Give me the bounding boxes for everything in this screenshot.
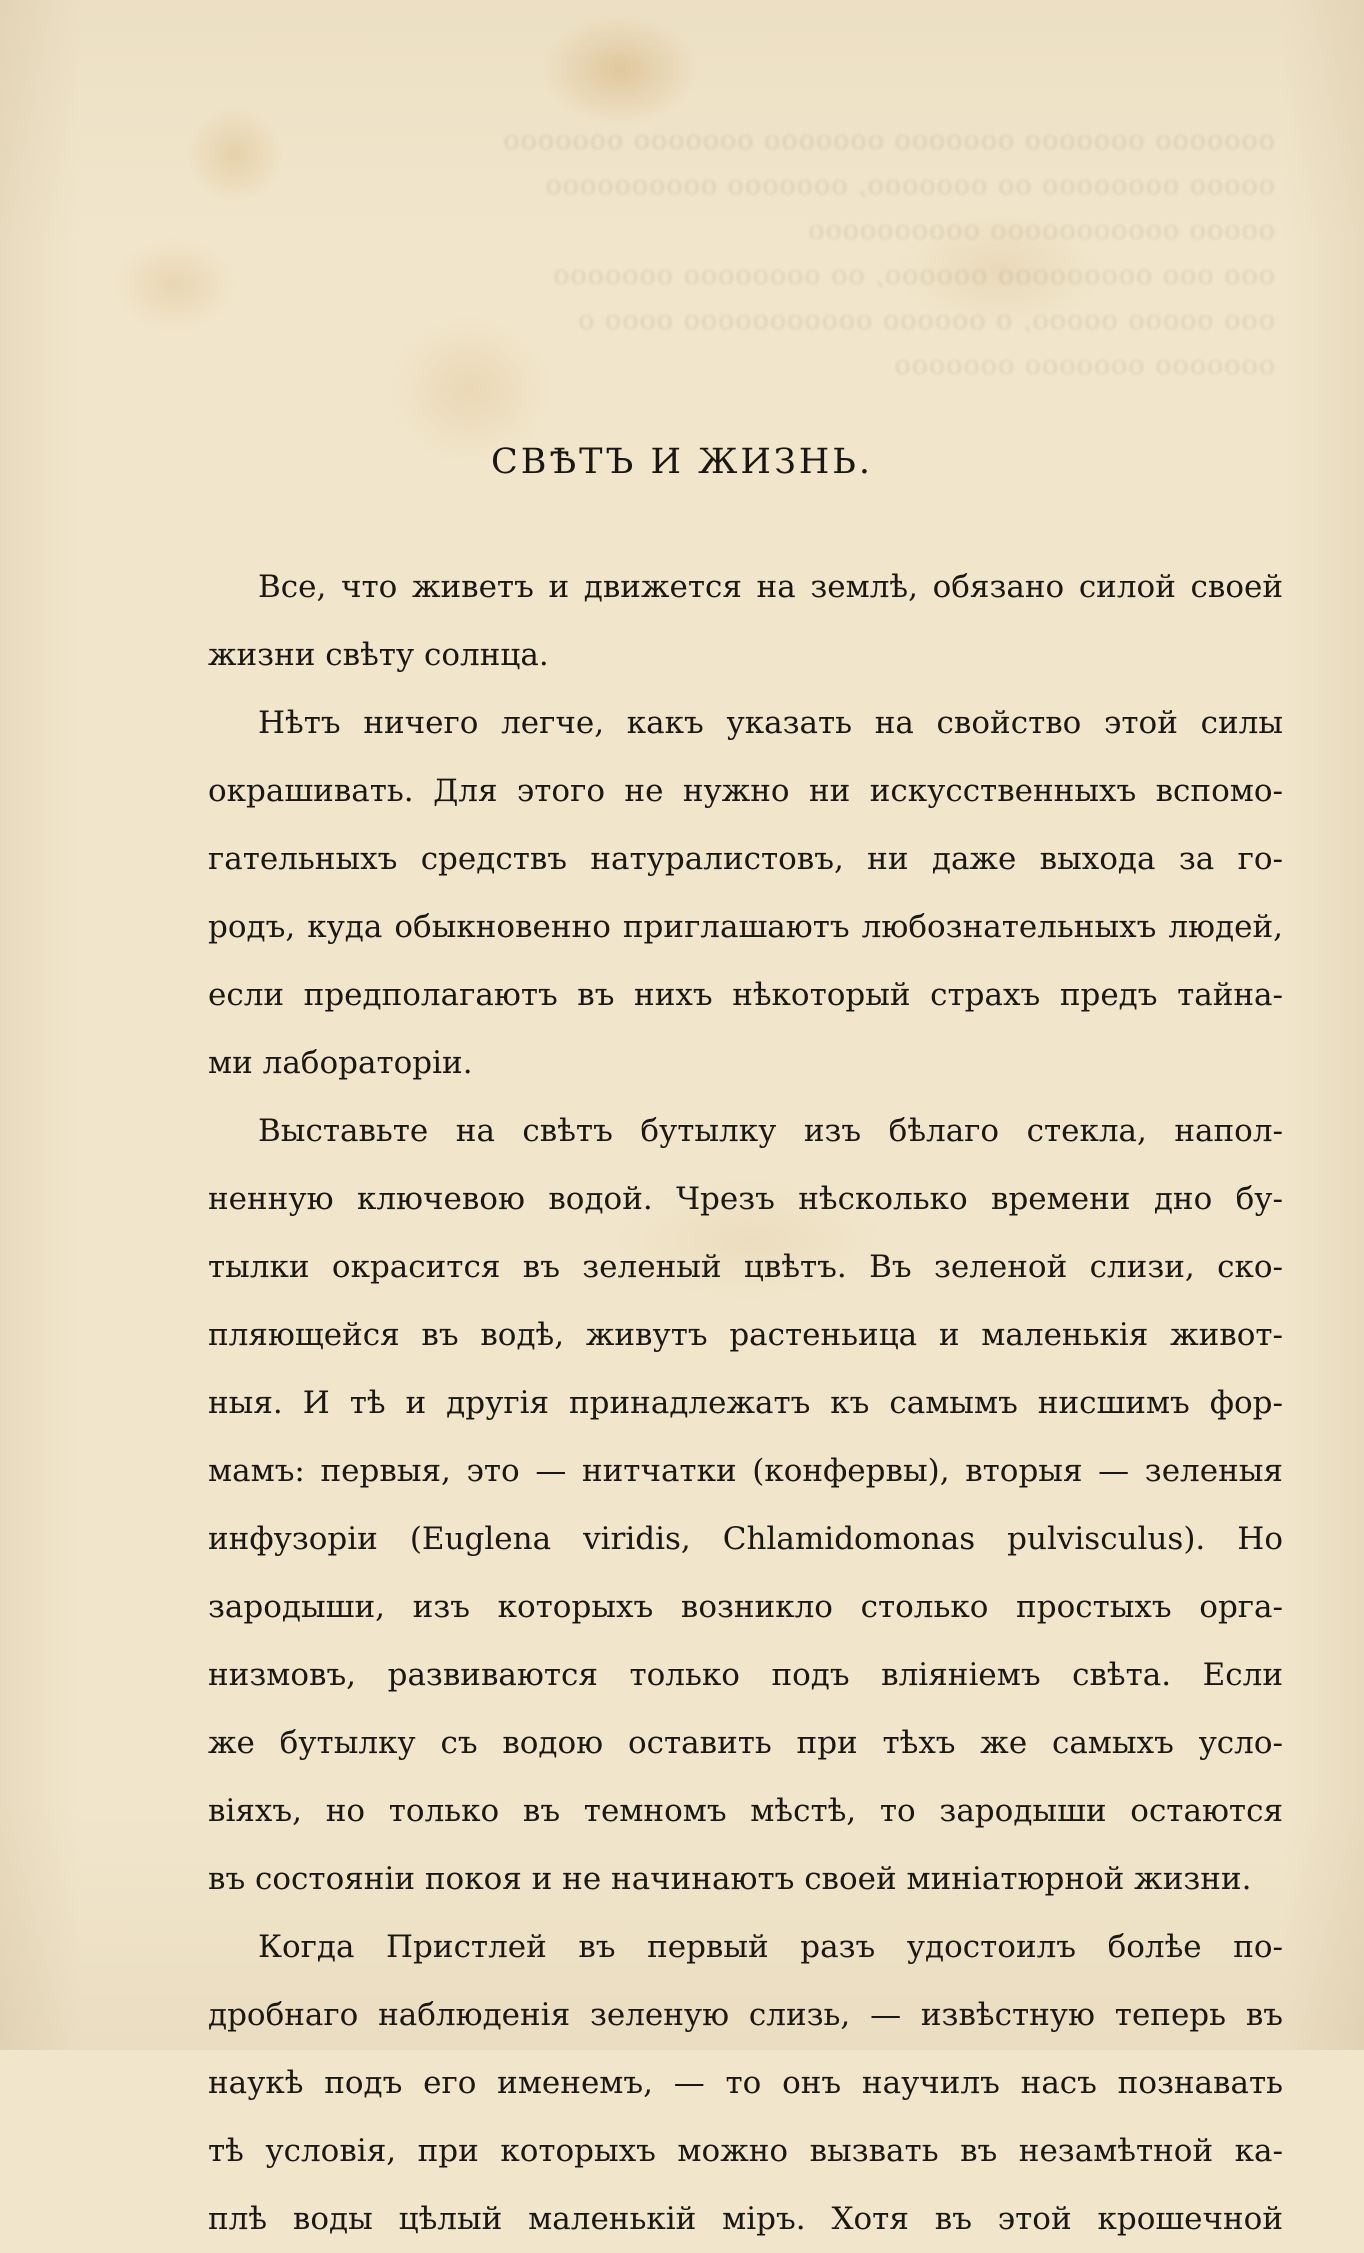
text-line: Когда Пристлей въ первый разъ удостоилъ болѣе по- <box>258 1929 1283 1965</box>
text-line: ныя. И тѣ и другія принадлежатъ къ самымъ нисшимъ фор- <box>208 1385 1283 1421</box>
paragraph <box>208 553 1283 689</box>
paragraph <box>208 1913 1283 2253</box>
bleed-through-text: ooooooo ooooooo ooooooo ooooooo ooooooo ooooooo ooooo oooooooo oo ooooooo, ooooooo oooooooooo ooooo ooooooooooo oooooooooo ooo ooo ooooooooo oooooo, oo oooooooo ooooooo ooo ooooo ooooo, o oooooo ooooooooooo oooo o ooooooo ooooooo ooooooo <box>502 125 1275 381</box>
text-line: пляющейся въ водѣ, живутъ растеньица и маленькія живот- <box>208 1317 1283 1353</box>
text-line: гательныхъ средствъ натуралистовъ, ни даже выхода за го- <box>208 841 1283 877</box>
text-line: Выставьте на свѣтъ бутылку изъ бѣлаго стекла, напол- <box>258 1113 1283 1149</box>
text-line: же бутылку съ водою оставить при тѣхъ же самыхъ усло- <box>208 1725 1283 1761</box>
text-line: ми лабораторіи. <box>208 1045 473 1081</box>
body-text <box>208 553 1283 2253</box>
text-line: инфузоріи (Euglena viridis, Chlamidomonas pulvisculus). Но <box>208 1521 1283 1557</box>
text-line: плѣ воды цѣлый маленькій міръ. Хотя въ этой крошечной <box>208 2201 1283 2237</box>
text-line: мамъ: первыя, это — нитчатки (конфервы), вторыя — зеленыя <box>208 1453 1283 1489</box>
page-title: СВѢТЪ И ЖИЗНЬ. <box>491 442 873 482</box>
text-line: если предполагаютъ въ нихъ нѣкоторый страхъ предъ тайна- <box>208 977 1283 1013</box>
text-line: въ состояніи покоя и не начинаютъ своей миніатюрной жизни. <box>208 1861 1252 1897</box>
text-line: окрашивать. Для этого не нужно ни искусственныхъ вспомо- <box>208 773 1283 809</box>
paragraph <box>208 1097 1283 1913</box>
text-line: Все, что живетъ и движется на землѣ, обязано силой своей <box>258 569 1283 605</box>
text-line: родъ, куда обыкновенно приглашаютъ любознательныхъ людей, <box>208 909 1283 945</box>
paragraph <box>208 689 1283 1097</box>
text-line: тѣ условія, при которыхъ можно вызвать въ незамѣтной ка- <box>208 2133 1283 2169</box>
text-line: ненную ключевою водой. Чрезъ нѣсколько времени дно бу- <box>208 1181 1283 1217</box>
text-line: Нѣтъ ничего легче, какъ указать на свойство этой силы <box>258 705 1283 741</box>
text-line: наукѣ подъ его именемъ, — то онъ научилъ насъ познавать <box>208 2065 1283 2101</box>
text-line: тылки окрасится въ зеленый цвѣтъ. Въ зеленой слизи, ско- <box>208 1249 1283 1285</box>
text-line: дробнаго наблюденія зеленую слизь, — извѣстную теперь въ <box>208 1997 1283 2033</box>
text-line: низмовъ, развиваются только подъ вліяніемъ свѣта. Если <box>208 1657 1283 1693</box>
text-line: жизни свѣту солнца. <box>208 637 549 673</box>
text-line: віяхъ, но только въ темномъ мѣстѣ, то зародыши остаются <box>208 1793 1283 1829</box>
text-line: зародыши, изъ которыхъ возникло столько простыхъ орга- <box>208 1589 1283 1625</box>
